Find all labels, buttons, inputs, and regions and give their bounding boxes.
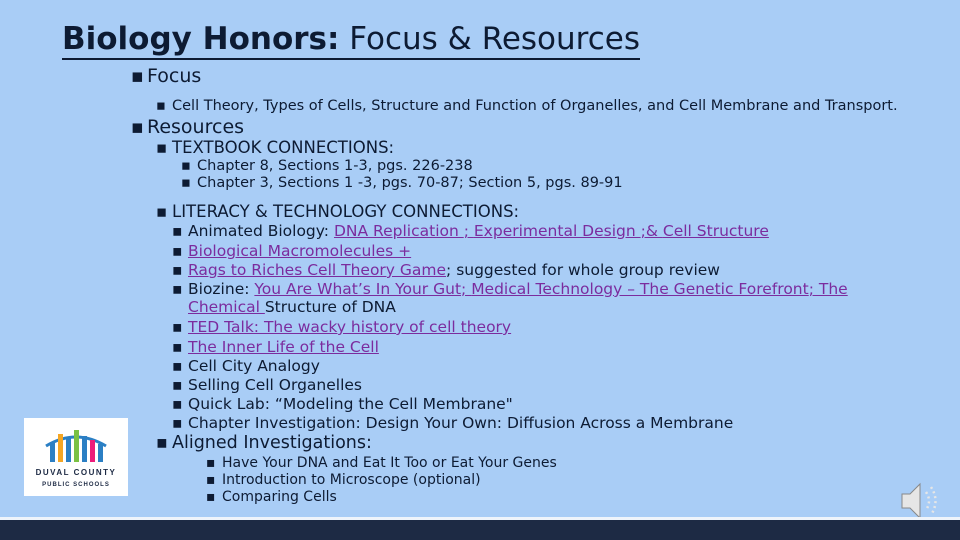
ted-item <box>188 318 511 336</box>
macromolecules-link[interactable]: Biological Macromolecules + <box>188 242 412 260</box>
logo-mark <box>24 418 128 496</box>
biozine-item <box>188 280 848 298</box>
selling-organelles-item: ▪ Selling Cell Organelles <box>188 376 362 394</box>
dna-replication-link[interactable]: DNA Replication <box>333 222 464 240</box>
animated-biology-item <box>188 222 769 240</box>
chemical-structure-rest: Structure of DNA <box>264 298 396 316</box>
animated-sep-1: ; <box>463 222 474 240</box>
logo-line-1: DUVAL COUNTY <box>35 468 117 477</box>
title-bold: Biology Honors: <box>62 21 340 57</box>
footer-bar <box>0 520 960 540</box>
animated-sep-2: ;& <box>640 222 663 240</box>
biozine-line-2 <box>188 298 396 316</box>
cell-structure-link[interactable]: Cell Structure <box>662 222 769 240</box>
aligned-item-3: ▪ Comparing Cells <box>222 489 337 505</box>
duval-county-logo <box>24 418 128 496</box>
rags-game-link[interactable]: Rags to Riches Cell Theory Game <box>188 261 447 279</box>
title-rest: Focus & Resources <box>339 21 641 57</box>
animated-prefix: Animated Biology: <box>188 222 334 240</box>
gut-link[interactable]: You Are What’s In Your Gut <box>254 280 462 298</box>
rags-item <box>188 261 720 279</box>
aligned-item-1: ▪ Have Your DNA and Eat It Too or Eat Your Genes <box>222 455 557 471</box>
cell-city-item: ▪ Cell City Analogy <box>188 357 320 375</box>
quick-lab-item: ▪ Quick Lab: “Modeling the Cell Membrane" <box>188 395 513 413</box>
experimental-design-link[interactable]: Experimental Design <box>473 222 641 240</box>
textbook-heading: ▪ TEXTBOOK CONNECTIONS: <box>172 138 394 157</box>
literacy-heading: ▪ LITERACY & TECHNOLOGY CONNECTIONS: <box>172 202 519 221</box>
slide-title <box>62 20 640 60</box>
chemical-structure-link[interactable]: Chemical <box>188 298 265 316</box>
textbook-item-2: ▪ Chapter 3, Sections 1 -3, pgs. 70-87; Section 5, pgs. 89-91 <box>197 175 623 191</box>
aligned-item-2: ▪ Introduction to Microscope (optional) <box>222 472 481 488</box>
aligned-heading: ▪ Aligned Investigations: <box>172 433 372 453</box>
ted-talk-link[interactable]: TED Talk: The wacky history of cell theory <box>188 318 512 336</box>
macromolecules-item <box>188 242 411 260</box>
inner-life-item <box>188 338 379 356</box>
biozine-tail[interactable]: ; The <box>808 280 848 298</box>
textbook-item-1: ▪ Chapter 8, Sections 1-3, pgs. 226-238 <box>197 158 473 174</box>
chapter-investigation-item: ▪ Chapter Investigation: Design Your Own: Diffusion Across a Membrane <box>188 414 733 432</box>
rags-note: ; suggested for whole group review <box>446 261 720 279</box>
focus-heading: ▪ Focus <box>147 65 201 87</box>
logo-line-2: PUBLIC SCHOOLS <box>42 482 110 488</box>
inner-life-link[interactable]: The Inner Life of the Cell <box>188 338 379 356</box>
resources-heading: ▪ Resources <box>147 116 244 138</box>
biozine-prefix: Biozine: <box>188 280 255 298</box>
biozine-sep: ; <box>461 280 472 298</box>
focus-item: ▪ Cell Theory, Types of Cells, Structure and Function of Organelles, and Cell Membrane and Transport. <box>172 98 898 114</box>
genetic-forefront-link[interactable]: Medical Technology – The Genetic Forefront <box>471 280 809 298</box>
